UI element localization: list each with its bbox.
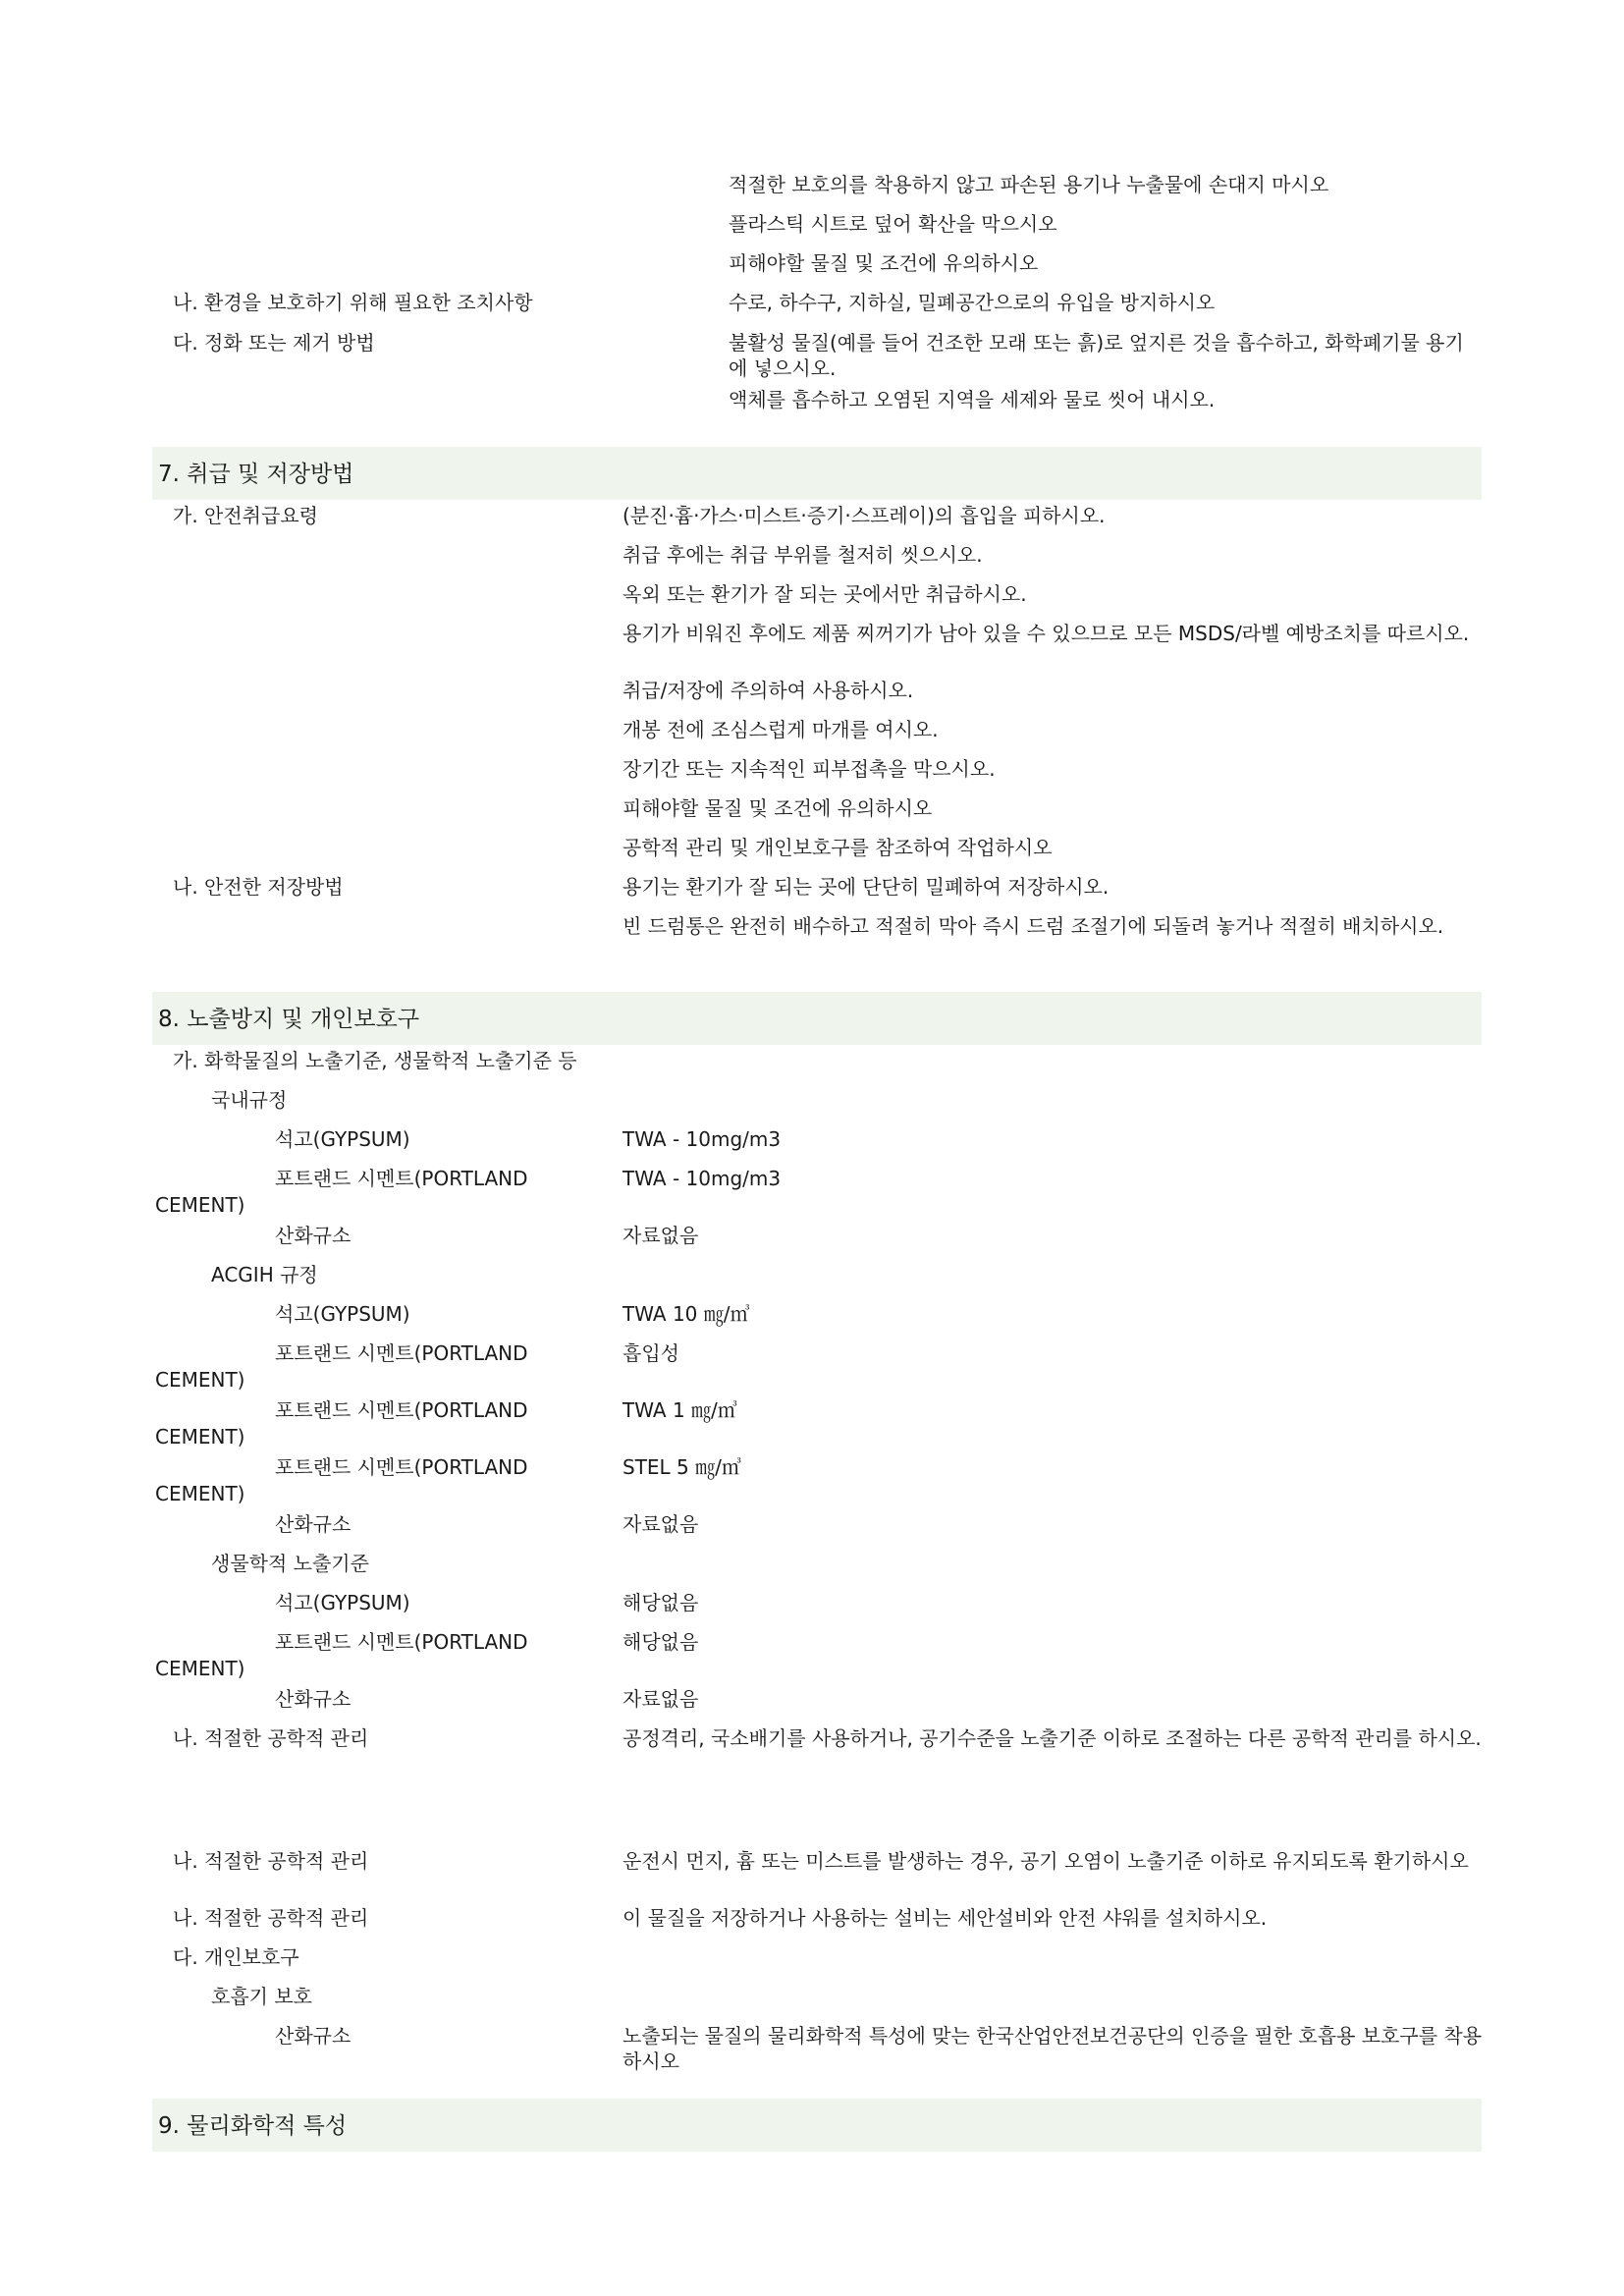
substance-silica: 산화규소	[275, 2024, 352, 2048]
handling-item: 취급/저장에 주의하여 사용하시오.	[623, 679, 914, 702]
handling-item: 취급 후에는 취급 부위를 철저히 씻으시오.	[623, 543, 983, 567]
substance-cement: 포트랜드 시멘트(PORTLAND	[275, 1630, 528, 1654]
section-title-9: 9. 물리화학적 특성	[158, 2113, 348, 2139]
storage-item: 용기는 환기가 잘 되는 곳에 단단히 밀폐하여 저장하시오.	[623, 875, 1110, 899]
handling-item: 장기간 또는 지속적인 피부접촉을 막으시오.	[623, 757, 996, 781]
biological-exposure-label: 생물학적 노출기준	[211, 1552, 369, 1575]
section-header-9	[152, 2099, 1482, 2152]
engineering-control-value: 이 물질을 저장하거나 사용하는 설비는 세안설비와 안전 샤워를 설치하시오.	[623, 1906, 1268, 1930]
engineering-controls-label: 나. 적절한 공학적 관리	[173, 1726, 369, 1750]
engineering-control-value: 공정격리, 국소배기를 사용하거나, 공기수준을 노출기준 이하로 조절하는 다른 공학적 관리를 하시오.	[623, 1726, 1482, 1750]
exposure-value: TWA - 10mg/m3	[623, 1167, 782, 1190]
respiratory-protection-label: 호흡기 보호	[211, 1985, 312, 2008]
ppe-label: 다. 개인보호구	[173, 1945, 299, 1969]
exposure-value: 흡입성	[623, 1341, 679, 1365]
handling-item: 공학적 관리 및 개인보호구를 참조하여 작업하시오	[623, 836, 1053, 859]
section-header-8	[152, 992, 1482, 1045]
spill-item-3: 피해야할 물질 및 조건에 유의하시오	[729, 251, 1039, 275]
substance-cement-cont: CEMENT)	[155, 1193, 245, 1217]
substance-cement-cont: CEMENT)	[155, 1425, 245, 1449]
handling-item: 피해야할 물질 및 조건에 유의하시오	[623, 796, 933, 820]
substance-silica: 산화규소	[275, 1224, 352, 1247]
spill-item-2: 플라스틱 시트로 덮어 확산을 막으시오	[729, 212, 1057, 236]
handling-item: 옥외 또는 환기가 잘 되는 곳에서만 취급하시오.	[623, 582, 1027, 606]
engineering-control-value: 운전시 먼지, 흄 또는 미스트를 발생하는 경우, 공기 오염이 노출기준 이하로 유지되도록 환기하시오	[623, 1849, 1469, 1873]
substance-cement-cont: CEMENT)	[155, 1482, 245, 1505]
env-protection-value: 수로, 하수구, 지하실, 밀폐공간으로의 유입을 방지하시오	[729, 291, 1216, 314]
env-protection-label: 나. 환경을 보호하기 위해 필요한 조치사항	[173, 291, 533, 314]
exposure-value: 해당없음	[623, 1591, 699, 1614]
substance-cement: 포트랜드 시멘트(PORTLAND	[275, 1167, 528, 1190]
engineering-controls-label: 나. 적절한 공학적 관리	[173, 1849, 369, 1873]
exposure-value: 자료없음	[623, 1224, 699, 1247]
substance-cement: 포트랜드 시멘트(PORTLAND	[275, 1398, 528, 1422]
cleanup-value-1: 불활성 물질(예를 들어 건조한 모래 또는 흙)로 엎지른 것을 흡수하고, 화학폐기물 용기에 넣으시오.	[729, 331, 1464, 380]
substance-silica: 산화규소	[275, 1687, 352, 1711]
substance-cement: 포트랜드 시멘트(PORTLAND	[275, 1455, 528, 1479]
handling-item: 용기가 비워진 후에도 제품 찌꺼기가 남아 있을 수 있으므로 모든 MSDS/라벨 예방조치를 따르시오.	[623, 622, 1470, 645]
section-title-8: 8. 노출방지 및 개인보호구	[158, 1007, 420, 1032]
substance-gypsum: 석고(GYPSUM)	[275, 1302, 410, 1326]
storage-item: 빈 드럼통은 완전히 배수하고 적절히 막아 즉시 드럼 조절기에 되돌려 놓거나 적절히 배치하시오.	[623, 914, 1444, 938]
exposure-value: 자료없음	[623, 1687, 699, 1711]
section-header-7	[152, 447, 1482, 500]
cleanup-value-2: 액체를 흡수하고 오염된 지역을 세제와 물로 씻어 내시오.	[729, 388, 1216, 411]
substance-gypsum: 석고(GYPSUM)	[275, 1127, 410, 1151]
handling-item: (분진·흄·가스·미스트·증기·스프레이)의 흡입을 피하시오.	[623, 504, 1106, 527]
substance-silica: 산화규소	[275, 1512, 352, 1536]
domestic-regulation-label: 국내규정	[211, 1088, 288, 1112]
cleanup-label: 다. 정화 또는 제거 방법	[173, 331, 375, 355]
exposure-value: 자료없음	[623, 1512, 699, 1536]
exposure-value: TWA - 10mg/m3	[623, 1127, 782, 1151]
exposure-value: STEL 5 ㎎/㎥	[623, 1455, 741, 1479]
safe-handling-label: 가. 안전취급요령	[173, 504, 318, 527]
section-title-7: 7. 취급 및 저장방법	[158, 462, 354, 487]
substance-cement: 포트랜드 시멘트(PORTLAND	[275, 1341, 528, 1365]
substance-cement-cont: CEMENT)	[155, 1657, 245, 1680]
exposure-standards-label: 가. 화학물질의 노출기준, 생물학적 노출기준 등	[173, 1049, 577, 1072]
spill-item-1: 적절한 보호의를 착용하지 않고 파손된 용기나 누출물에 손대지 마시오	[729, 173, 1329, 196]
substance-cement-cont: CEMENT)	[155, 1368, 245, 1392]
safe-storage-label: 나. 안전한 저장방법	[173, 875, 344, 899]
exposure-value: 해당없음	[623, 1630, 699, 1654]
engineering-controls-label: 나. 적절한 공학적 관리	[173, 1906, 369, 1930]
respiratory-protection-value: 노출되는 물질의 물리화학적 특성에 맞는 한국산업안전보건공단의 인증을 필한 호흡용 보호구를 착용하시오	[623, 2024, 1483, 2073]
acgih-regulation-label: ACGIH 규정	[211, 1263, 318, 1286]
exposure-value: TWA 1 ㎎/㎥	[623, 1398, 737, 1422]
substance-gypsum: 석고(GYPSUM)	[275, 1591, 410, 1614]
handling-item: 개봉 전에 조심스럽게 마개를 여시오.	[623, 718, 939, 741]
exposure-value: TWA 10 ㎎/㎥	[623, 1302, 750, 1326]
